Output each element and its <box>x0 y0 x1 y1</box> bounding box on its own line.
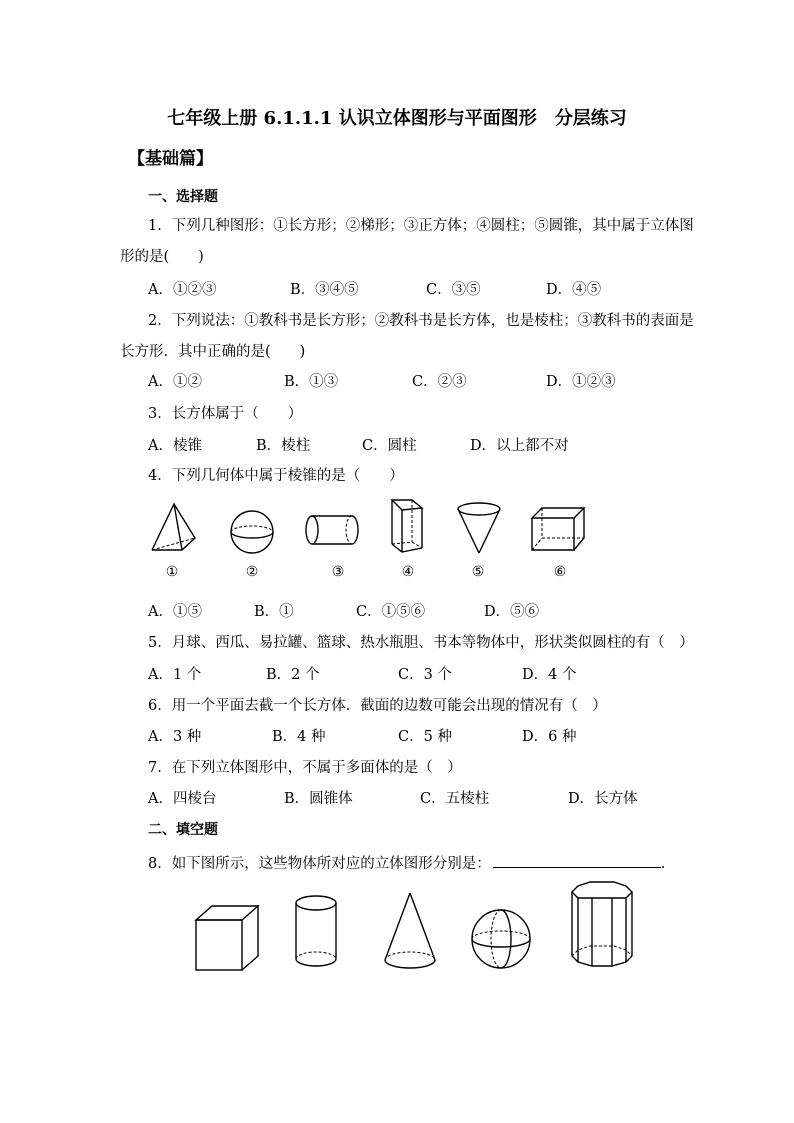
figure-label-3: ③ <box>331 564 345 580</box>
q1-option-c[interactable]: C．③⑤ <box>426 282 481 298</box>
cube-icon <box>192 900 264 974</box>
q6-option-a[interactable]: A．3 种 <box>148 729 202 745</box>
q3-option-d[interactable]: D．以上都不对 <box>470 438 569 454</box>
question-1-text: 1．下列几种图形：①长方形；②梯形；③正方体；④圆柱；⑤圆锥，其中属于立体图 <box>148 218 694 234</box>
question-7-text: 7．在下列立体图形中，不属于多面体的是（ ） <box>148 760 462 776</box>
q1-option-b[interactable]: B．③④⑤ <box>290 282 359 298</box>
cone-icon <box>380 890 440 972</box>
figure-label-4: ④ <box>401 564 415 580</box>
q2-option-c[interactable]: C．②③ <box>412 374 467 390</box>
question-1-text-cont: 形的是( ) <box>120 249 204 265</box>
sphere-icon <box>468 906 534 972</box>
q3-option-a[interactable]: A．棱锥 <box>148 438 202 454</box>
q6-option-c[interactable]: C．5 种 <box>398 729 452 745</box>
horizontal-cylinder-icon <box>304 512 362 548</box>
question-4-text: 4．下列几何体中属于棱锥的是（ ） <box>148 468 404 484</box>
q4-option-b[interactable]: B．① <box>254 604 294 620</box>
part-heading-fill: 二、填空题 <box>148 822 218 838</box>
q5-option-c[interactable]: C．3 个 <box>398 667 452 683</box>
question-6-text: 6．用一个平面去截一个长方体．截面的边数可能会出现的情况有（ ） <box>148 698 607 714</box>
q2-option-d[interactable]: D．①②③ <box>546 374 616 390</box>
q4-option-a[interactable]: A．①⑤ <box>148 604 202 620</box>
part-heading-choice: 一、选择题 <box>148 189 218 205</box>
q7-option-a[interactable]: A．四棱台 <box>148 791 217 807</box>
triangular-prism-icon <box>386 496 428 556</box>
question-2-text-cont: 长方形．其中正确的是( ) <box>120 344 306 360</box>
cone-icon <box>454 500 504 556</box>
q7-option-b[interactable]: B．圆锥体 <box>284 791 353 807</box>
question-8-prompt: 8．如下图所示，这些物体所对应的立体图形分别是： <box>148 856 491 872</box>
q1-option-a[interactable]: A．①②③ <box>148 282 217 298</box>
q4-option-c[interactable]: C．①⑤⑥ <box>356 604 426 620</box>
octagonal-prism-icon <box>566 880 638 972</box>
figure-label-1: ① <box>165 564 179 580</box>
q7-option-d[interactable]: D．长方体 <box>568 791 638 807</box>
q2-option-b[interactable]: B．①③ <box>284 374 339 390</box>
question-8-text <box>148 853 665 874</box>
q5-option-d[interactable]: D．4 个 <box>522 667 577 683</box>
figure-label-6: ⑥ <box>553 564 567 580</box>
sphere-icon <box>226 508 278 556</box>
question-5-text: 5．月球、西瓜、易拉罐、篮球、热水瓶胆、书本等物体中，形状类似圆柱的有（ ） <box>148 635 694 651</box>
triangular-pyramid-icon <box>148 500 200 556</box>
answer-blank[interactable] <box>493 853 661 868</box>
page-title: 七年级上册 6.1.1.1 认识立体图形与平面图形 分层练习 <box>167 108 627 129</box>
q1-option-d[interactable]: D．④⑤ <box>546 282 602 298</box>
figure-label-5: ⑤ <box>471 564 485 580</box>
q7-option-c[interactable]: C．五棱柱 <box>420 791 490 807</box>
q6-option-b[interactable]: B．4 种 <box>272 729 326 745</box>
cylinder-icon <box>292 892 340 972</box>
q2-option-a[interactable]: A．①② <box>148 374 202 390</box>
question-3-text: 3．长方体属于（ ） <box>148 406 303 422</box>
q5-option-b[interactable]: B．2 个 <box>266 667 320 683</box>
q5-option-a[interactable]: A．1 个 <box>148 667 202 683</box>
q3-option-b[interactable]: B．棱柱 <box>256 438 311 454</box>
figure-label-2: ② <box>245 564 259 580</box>
q3-option-c[interactable]: C．圆柱 <box>362 438 417 454</box>
section-heading: 【基础篇】 <box>128 149 213 169</box>
question-8-end: . <box>660 856 666 872</box>
q4-option-d[interactable]: D．⑤⑥ <box>484 604 540 620</box>
trapezoid-prism-icon <box>528 504 590 554</box>
q6-option-d[interactable]: D．6 种 <box>522 729 577 745</box>
question-2-text: 2．下列说法：①教科书是长方形；②教科书是长方体，也是棱柱；③教科书的表面是 <box>148 313 694 329</box>
